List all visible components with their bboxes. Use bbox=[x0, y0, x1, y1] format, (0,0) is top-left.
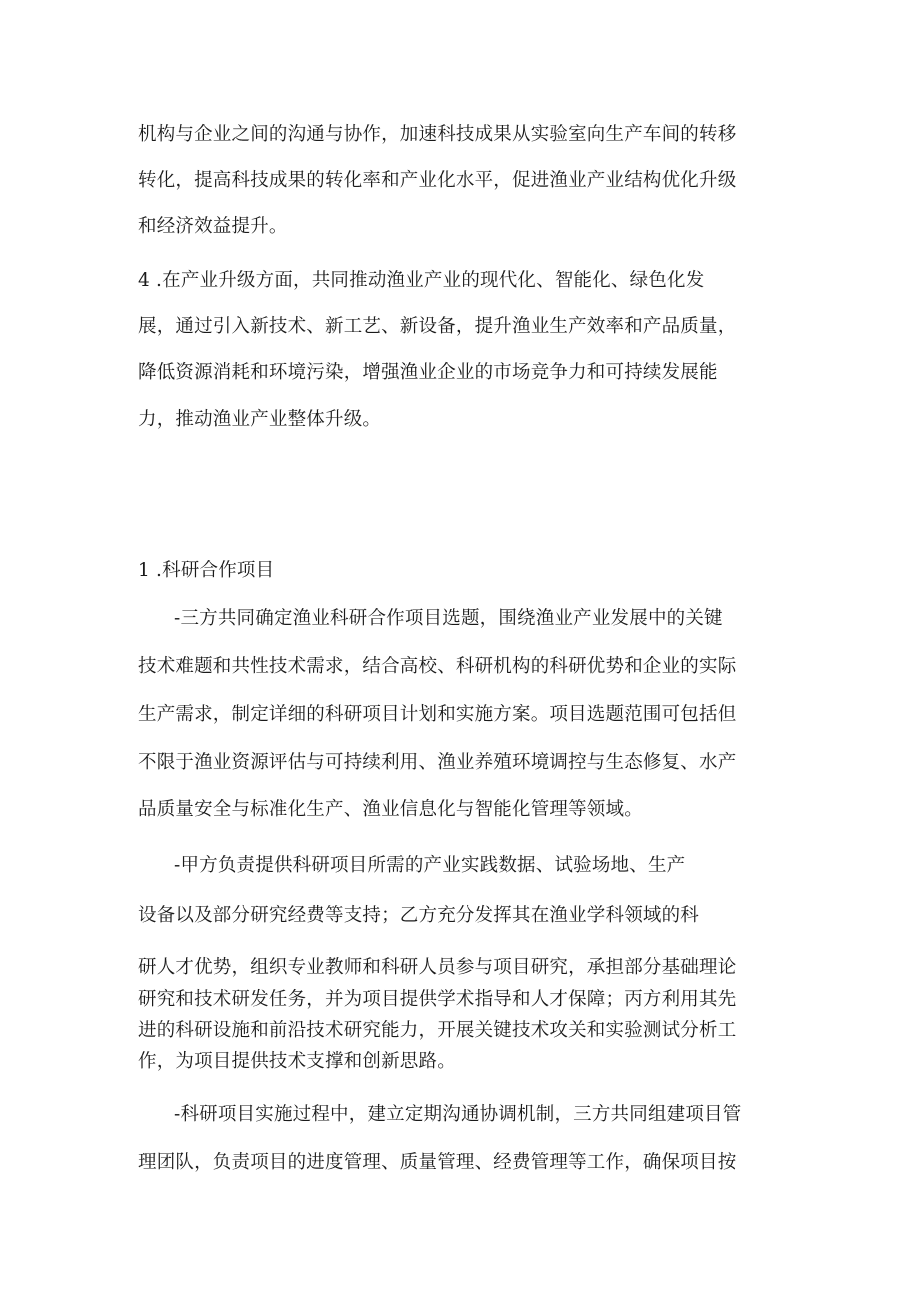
text-line: 研究和技术研发任务，并为项目提供学术指导和人才保障；丙方利用其先 bbox=[138, 989, 737, 1010]
text-line: -甲方负责提供科研项目所需的产业实践数据、试验场地、生产 bbox=[174, 855, 686, 876]
section-heading: 1 .科研合作项目 bbox=[138, 560, 275, 581]
text-line: 不限于渔业资源评估与可持续利用、渔业养殖环境调控与生态修复、水产 bbox=[138, 752, 737, 773]
text-line: 进的科研设施和前沿技术研究能力，开展关键技术攻关和实验测试分析工 bbox=[138, 1020, 737, 1041]
text-line: 技术难题和共性技术需求，结合高校、科研机构的科研优势和企业的实际 bbox=[138, 656, 737, 677]
text-line: -三方共同确定渔业科研合作项目选题，围绕渔业产业发展中的关键 bbox=[174, 608, 723, 629]
text-line: 4 .在产业升级方面，共同推动渔业产业的现代化、智能化、绿色化发 bbox=[138, 270, 705, 291]
text-line: 展，通过引入新技术、新工艺、新设备，提升渔业生产效率和产品质量， bbox=[138, 316, 737, 337]
text-line: 品质量安全与标准化生产、渔业信息化与智能化管理等领域。 bbox=[138, 799, 643, 820]
text-line: 转化，提高科技成果的转化率和产业化水平，促进渔业产业结构优化升级 bbox=[138, 170, 737, 191]
text-line: 力，推动渔业产业整体升级。 bbox=[138, 409, 382, 430]
text-line: 理团队，负责项目的进度管理、质量管理、经费管理等工作，确保项目按 bbox=[138, 1152, 737, 1173]
text-line: 生产需求，制定详细的科研项目计划和实施方案。项目选题范围可包括但 bbox=[138, 704, 737, 725]
text-line: 机构与企业之间的沟通与协作，加速科技成果从实验室向生产车间的转移 bbox=[138, 124, 737, 145]
text-line: 设备以及部分研究经费等支持；乙方充分发挥其在渔业学科领域的科 bbox=[138, 905, 700, 926]
text-line: -科研项目实施过程中，建立定期沟通协调机制，三方共同组建项目管 bbox=[174, 1104, 742, 1125]
text-line: 作，为项目提供技术支撑和创新思路。 bbox=[138, 1051, 456, 1072]
text-line: 和经济效益提升。 bbox=[138, 216, 288, 237]
text-line: 降低资源消耗和环境污染，增强渔业企业的市场竞争力和可持续发展能 bbox=[138, 362, 718, 383]
text-line: 研人才优势，组织专业教师和科研人员参与项目研究，承担部分基础理论 bbox=[138, 957, 737, 978]
